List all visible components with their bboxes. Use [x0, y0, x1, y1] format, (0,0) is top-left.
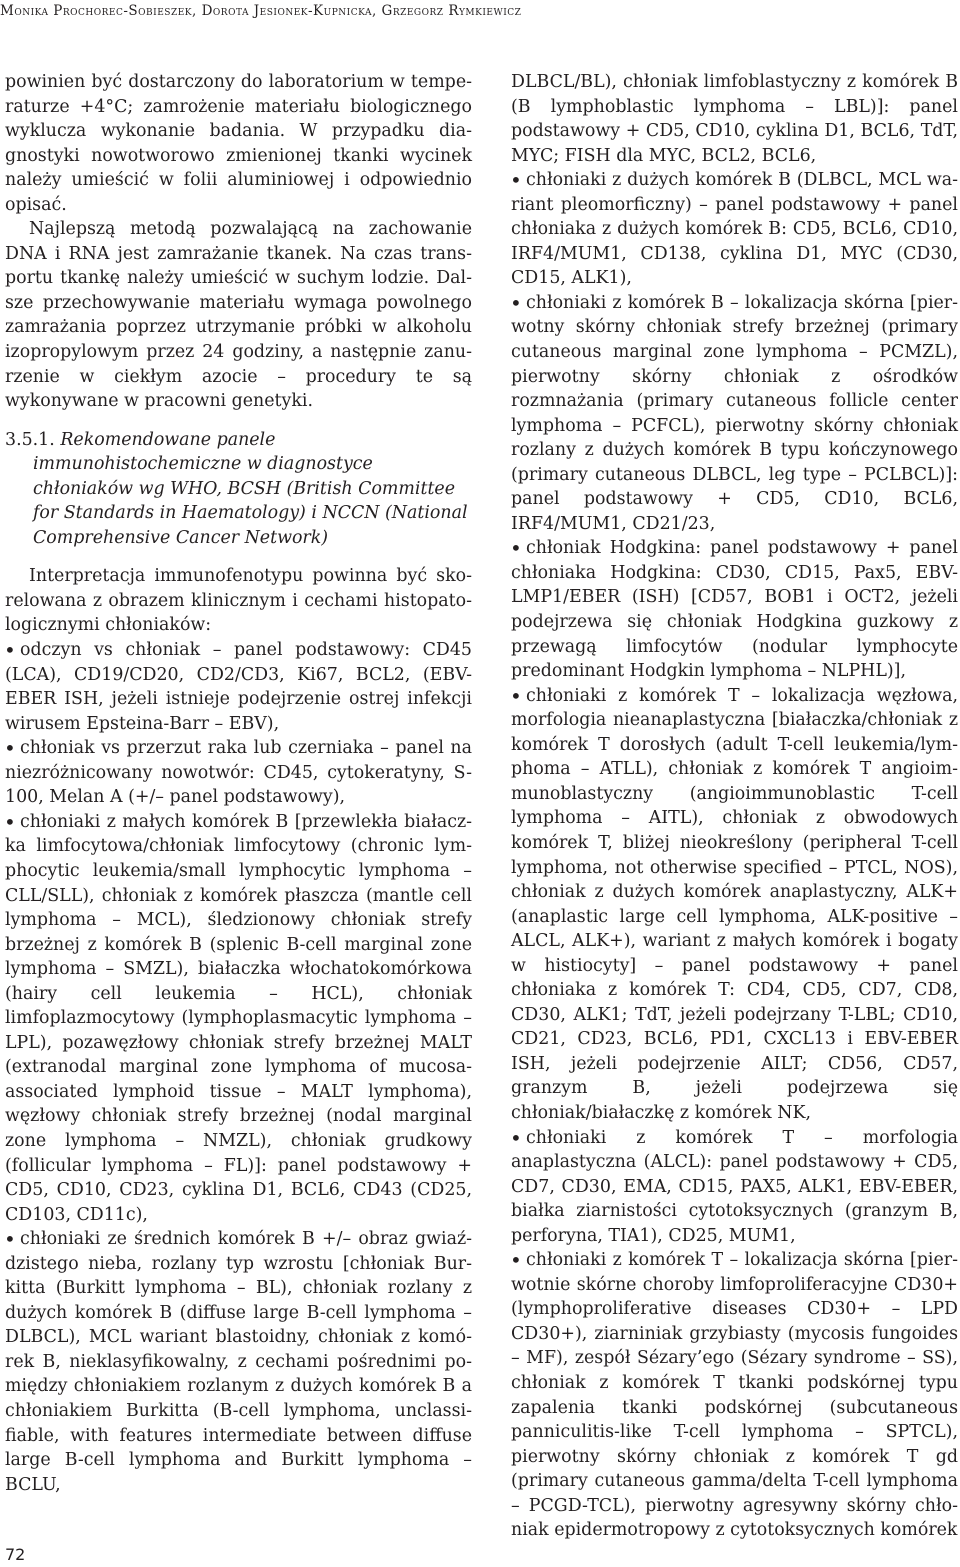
list-item-text: • chłoniaki z komórek T – morfologia anaplastyczna (ALCL): panel podstawowy + CD5, CD7, CD30, EMA, CD15, PAX5, ALK1, EBV-EBER, białka ziarnistości cytotoksycznych (granzym B, perforyna, TIA1), CD25, MUM1,: [511, 1127, 958, 1246]
bullet-list: [511, 168, 958, 1543]
section-number: 3.5.1.: [5, 429, 55, 450]
paragraph: powinien być dostarczony do laboratorium w temperaturze +4°C; zamrożenie materiału biologicznego wyklucza wykonanie badania. W przypadku diagnostyki nowotworowo zmienionej tkanki wycinek należy umieścić w folii aluminiowej i odpowiednio opisać.: [5, 72, 472, 215]
list-item: [511, 1126, 958, 1249]
list-item-text: • chłoniaki ze średnich komórek B +/– obraz gwiaździstego nieba, rozlany typ wzrostu [chłoniak Burkitta (Burkitt lymphoma – BL), chłoniak rozlany z dużych komórek B (diffuse large B-cell lymphoma – DLBCL), MCL wariant blastoidny, chłoniak z komórek B, nieklasyfikowalny, z cechami pośrednimi pomiędzy chłoniakiem rozlanym z dużych komórek B a chłoniakiem Burkitta (B-cell lymphoma, unclassifiable, with features intermediate between diffuse large B-cell lymphoma and Burkitt lymphoma – BCLU,: [5, 1229, 472, 1495]
section-heading: [5, 428, 472, 551]
list-item-text: • chłoniaki z dużych komórek B (DLBCL, MCL wariant pleomorficzny) – panel podstawowy + panel chłoniaka z dużych komórek B: CD5, BCL6, CD10, IRF4/MUM1, CD138, cyklina D1, MYC (CD30, CD15, ALK1),: [511, 170, 958, 289]
list-item-text: • chłoniaki z komórek B – lokalizacja skórna [pierwotny skórny chłoniak strefy brzeżnej (primary cutaneous marginal zone lymphoma – PCMZL), pierwotny skórny chłoniak z ośrodków rozmnażania (primary cutaneous follicle center lymphoma – PCFCL), pierwotny skórny chłoniak rozlany z dużych komórek B typu kończynowego (primary cutaneous DLBCL, leg type – PCLBCL)]: panel podstawowy + CD5, CD10, BCL6, IRF4/MUM1, CD21/23,: [511, 292, 958, 534]
bullet-list: [5, 638, 472, 1497]
list-item: [511, 291, 958, 536]
list-item: [5, 736, 472, 810]
right-column: [511, 70, 958, 1543]
list-item: [511, 536, 958, 683]
list-item-text: • chłoniak Hodgkina: panel podstawowy + panel chłoniaka Hodgkina: CD30, CD15, Pax5, EBV-LMP1/EBER (ISH) [CD57, BOB1 i OCT2, jeżeli podejrzewa się chłoniak Hodgkina guzkowy z przewagą limfocytów (nodular lymphocyte predominant Hodgkin lymphoma – NLPHL)],: [511, 538, 958, 682]
paragraph: Interpretacja immunofenotypu powinna być skorelowana z obrazem klinicznym i cechami histopatologicznymi chłoniaków:: [5, 566, 472, 636]
list-item-text: • chłoniaki z komórek T – lokalizacja węzłowa, morfologia nieanaplastyczna [białaczka/chłoniak z komórek T dorosłych (adult T-cell leukemia/lymphoma – ATLL), chłoniak z komórek T angioimmunoblastyczny (angioimmunoblastic T-cell lymphoma – AITL), chłoniak z obwodowych komórek T, bliżej nieokreślony (peripheral T-cell lymphoma, not otherwise specified – PTCL, NOS), chłoniak z dużych komórek anaplastyczny, ALK+ (anaplastic large cell lymphoma, ALK-positive – ALCL, ALK+), wariant z małych komórek i bogaty w histiocyty] – panel podstawowy + panel chłoniaka z komórek T: CD4, CD5, CD7, CD8, CD30, ALK1; TdT, jeżeli podejrzany T-LBL; CD10, CD21, CD23, BCL6, PD1, CXCL13 i EBV-EBER ISH, jeżeli podejrzenie AILT; CD56, CD57, granzym B, jeżeli podejrzewa się chłoniak/białaczkę z komórek NK,: [511, 685, 958, 1123]
list-item-text: • chłoniaki z komórek T – lokalizacja skórna [pierwotnie skórne choroby limfoproliferacyjne CD30+ (lymphoproliferative diseases CD30+ – LPD CD30+), ziarniniak grzybiasty (mycosis fungoides – MF), zespół Sézary’ego (Sézary syndrome – SS), chłoniak z komórek T tkanki podskórnej typu zapalenia tkanki podskórnej (subcutaneous panniculitis-like T-cell lymphoma – SPTCL), pierwotny skórny chłoniak z komórek T gd (primary cutaneous gamma/delta T-cell lymphoma – PCGD-TCL), pierwotny agresywny skórny chłoniak epidermotropowy z cytotoksycznych komórek: [511, 1250, 958, 1541]
list-item: [511, 168, 958, 291]
left-column: [5, 70, 472, 1497]
list-item: [511, 1248, 958, 1543]
list-item-text: • chłoniaki z małych komórek B [przewlekła białaczka limfocytowa/chłoniak limfocytowy (chronic lymphocytic leukemia/small lymphocytic lymphoma – CLL/SLL), chłoniak z komórek płaszcza (mantle cell lymphoma – MCL), śledzionowy chłoniak strefy brzeżnej z komórek B (splenic B-cell marginal zone lymphoma – SMZL), białaczka włochatokomórkowa (hairy cell leukemia – HCL), chłoniak limfoplazmocytowy (lymphoplasmacytic lymphoma – LPL), pozawęzłowy chłoniak strefy brzeżnej MALT (extranodal marginal zone lymphoma of mucosa-associated lymphoid tissue – MALT lymphoma), węzłowy chłoniak strefy brzeżnej (nodal marginal zone lymphoma – NMZL), chłoniak grudkowy (follicular lymphoma – FL)]: panel podstawowy + CD5, CD10, CD23, cyklina D1, BCL6, CD43 (CD25, CD103, CD11c),: [5, 811, 472, 1225]
paragraph: DLBCL/BL), chłoniak limfoblastyczny z komórek B (B lymphoblastic lymphoma – LBL)]: panel podstawowy + CD5, CD10, cyklina D1, BCL6, TdT, MYC; FISH dla MYC, BCL2, BCL6,: [511, 72, 958, 166]
list-item-text: • chłoniak vs przerzut raka lub czerniaka – panel na niezróżnicowany nowotwór: CD45, cytokeratyny, S-100, Melan A (+/– panel podstawowy),: [5, 738, 472, 808]
running-head: Monika Prochorec-Sobieszek, Dorota Jesionek-Kupnicka, Grzegorz Rymkiewicz: [0, 3, 522, 19]
paragraph: Najlepszą metodą pozwalającą na zachowanie DNA i RNA jest zamrażanie tkanek. Na czas transportu tkankę należy umieścić w suchym lodzie. Dalsze przechowywanie materiału wymaga powolnego zamrażania poprzez utrzymanie próbki w alkoholu izopropylowym przez 24 godziny, a następnie zanurzenie w ciekłym azocie – procedury te są wykonywane w pracowni genetyki.: [5, 219, 472, 412]
section-title: Rekomendowane panele immunohistochemiczne w diagnostyce chłoniaków wg WHO, BCSH (British Committee for Standards in Haematology) i NCCN (National Comprehensive Cancer Network): [33, 429, 468, 548]
list-item-text: • odczyn vs chłoniak – panel podstawowy: CD45 (LCA), CD19/CD20, CD2/CD3, Ki67, BCL2, (EBV-EBER ISH, jeżeli istnieje podejrzenie ostrej infekcji wirusem Epsteina-Barr – EBV),: [5, 640, 472, 734]
page-number: 72: [5, 1545, 26, 1564]
list-item: [5, 810, 472, 1227]
list-item: [511, 684, 958, 1126]
list-item: [5, 1227, 472, 1497]
list-item: [5, 638, 472, 736]
